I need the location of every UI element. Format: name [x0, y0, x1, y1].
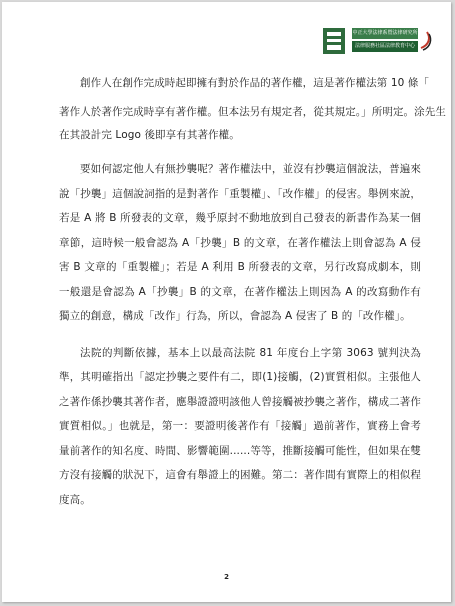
- paragraph-2: 要如何認定他人有無抄襲呢？著作權法中，並沒有抄襲這個說法，普遍來說「抄襲」這個說詞指的是對著作「重製權」、「改作權」的侵害。舉例來說，若是 A 將 B 所發表的文章，幾乎原封不動地放到自己發表的新書作為某一個章節，這時候一般會認為 A「抄襲」B 的文章，在著作權法上則會認為 A 侵害 B 文章的「重製權」；若是 A 利用 B 所發表的文章，另行改寫成劇本，則一般還是會認為 A「抄襲」B 的文章，在著作權法上則因為 A 的改寫動作有獨立的創意，構成「改作」行為，所以，會認為 A 侵害了 B 的「改作權」。: [59, 163, 421, 322]
- law-center-logo-icon: [322, 26, 348, 56]
- paragraph-3: 法院的判斷依據，基本上以最高法院 81 年度台上字第 3063 號判決為準，其明確指出「認定抄襲之要件有二，即(1)接觸，(2)實質相似。主張他人之著作係抄襲其著作者，應舉證證明該他人曾接觸被抄襲之著作，構成二著作實質相似。」也就是，第一：要證明後著作有「接觸」過前著作，實務上會考量前著作的知名度、時間、影響範圍......等等，推斷接觸可能性，但如果在雙方沒有接觸的狀況下，這會有舉證上的困難。第二：著作間有實際上的相似程度高。: [59, 346, 421, 506]
- logo-swoosh-icon: [419, 30, 433, 52]
- document-page: [2, 2, 451, 602]
- paragraph-1-line-3: 在其設計完 Logo 後即享有其著作權。: [59, 129, 240, 141]
- logo-text-line1: 中正大學法律系暨法律研究所: [352, 28, 418, 39]
- paragraph-1-line-1: 創作人在創作完成時起即擁有對於作品的著作權，這是著作權法第 10 條「: [80, 77, 430, 89]
- paragraph-1: [59, 75, 446, 142]
- paragraph-1-line-2: 著作人於著作完成時享有著作權。但本法另有規定者，從其規定。」所明定。涂先生: [59, 106, 446, 118]
- document-body: [59, 75, 446, 512]
- page-number: 2: [224, 573, 229, 581]
- logo-text-line2: 法律服務社區法律教育中心: [352, 41, 418, 52]
- header-logo: [322, 26, 433, 56]
